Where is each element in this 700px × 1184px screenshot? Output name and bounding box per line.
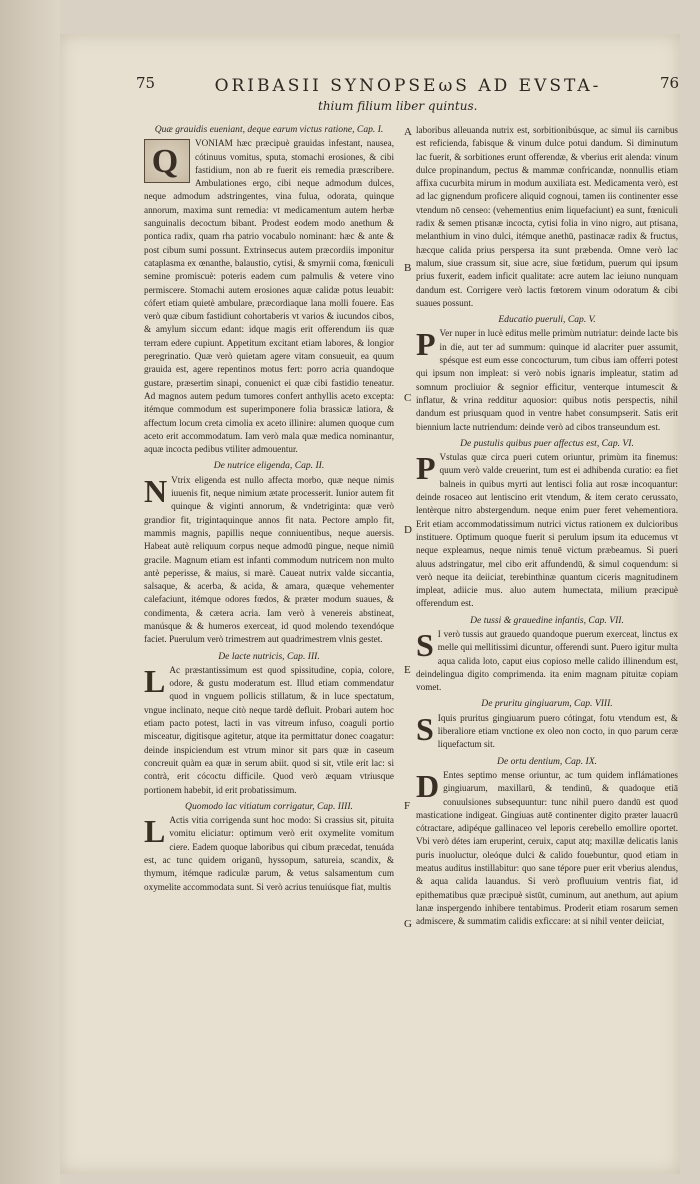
paragraph-text: laboribus alleuanda nutrix est, sorbitionibúsque, ac simul iis carnibus est reficienda, fabisque & vinum dulce potui dandum. Si diminutum lac fuerit, & sorbitiones erunt offerendæ, & vberius erit alenda: vinum dulce propinandum, pectus & mammæ confricandæ, nonnullis etiam affixa cucurbita mirum in modum auxiliata est. Medicamenta verò, est ad lac gignendum proficere aliquid cognoui, tamen iis continenter esse vtendum nō censeo: (vehementius enim liquefaciunt) ea sunt, fœniculi radix & semen ptisanæ incocta, cytisi folia in vino nigro, aut ptisana, melanthium in vino dulci, itémque anethū, pastinacæ radix & fructus, hæcque calida prius perspersa ita sunt præbenda. Omne verò lac malum, siue crassum sit, siue acre, siue fœtidum, puerum qui ipsum prius fuxerit, eadem inficit qualitate: acre autem lac ieiuno nunquam dandum est. Corrigere verò lactis fœtorem vinum odoratum & cibi suaues possunt. xyxy=(416,125,678,308)
paragraph-text: Ac præstantissimum est quod spissitudine, copia, colore, odore, & gustu moderatum est. Illud etiam commendatur quod in vnguem pollicis stillatum, & in luce spectatum, vngue inclinato, neque citò neque tardè defluit. Probari autem hoc etiam pacto potest, lacti in vas vitreum infuso, coaguli portio misceatur, digitisque agitetur, atque ita permittatur donec coagatur: deinde inspiciendum est vtrum minor sit pars quæ in caseum concreuit quàm ea quæ in serum abiit. quod si sit, vtile erit lac: si contrà, erit cócoctu difficile. Quod verò æquam vtriusque portionem habebit, id erit probatissimum. xyxy=(144,664,394,795)
page-number-right: 76 xyxy=(660,74,680,92)
paragraph-text: Iquis pruritus gingiuarum puero cótingat, fotu vtendum est, & liberaliore etiam vnctione ex oleo non cocto, in quo parum ceræ liquefactum sit. xyxy=(437,712,678,750)
left-text-column xyxy=(144,120,394,896)
initial-capital: S xyxy=(416,626,434,663)
initial-capital: P xyxy=(416,326,436,363)
chapter-heading: De pruritu gingiuarum, Cap. VIII. xyxy=(481,698,613,710)
paragraph xyxy=(416,451,678,611)
chapter-heading: Quomodo lac vitiatum corrigatur, Cap. IIII. xyxy=(185,800,353,812)
paragraph-text: Actis vitia corrigenda sunt hoc modo: Si crassius sit, pituita vomitu eliciatur: optimum verò erit oxymelite vomitum ciere. Eadem quoque laboribus qui cibum præcedat, tenuáda est, ac tunc quidem origanū, hyssopum, satureia, scandix, & thymum, itémque radiculæ parum, & vetus salsamentum cum oxymelite accommodata sunt. Si verò acrius tenuiúsque fiat, multis xyxy=(144,815,394,892)
initial-capital: L xyxy=(144,813,166,850)
paragraph xyxy=(416,769,678,929)
initial-capital: S xyxy=(416,710,434,747)
binding-gutter xyxy=(0,0,60,1184)
margin-letter-c: C xyxy=(404,392,412,404)
initial-capital: L xyxy=(144,662,166,699)
paragraph xyxy=(416,124,678,310)
paragraph xyxy=(416,327,678,433)
chapter-heading: De lacte nutricis, Cap. III. xyxy=(218,650,320,662)
chapter-heading: De ortu dentium, Cap. IX. xyxy=(497,755,597,767)
chapter-heading: De tussi & grauedine infantis, Cap. VII. xyxy=(470,614,624,626)
paragraph-text: Ver nuper in lucè editus melle primùm nutriatur: deinde lacte bis in die, aut ter ad summum: quinque id alacriter puer assumit, spésque est eum esse concocturum, tum cibus iam offerri potest qui ipsum non impleat: si verò nobis ignaris impleatur, statim ad somnum procliuior & segnior efficitur, venterque intumescit & inflatur, & vrina redditur aquosior: quibus notis perspectis, nihil dandum est priusquam quod in ventre habet consumpserit. Satis erit biennium lacte nutriendum: deinde verò ad cibos transeundum est. xyxy=(416,328,678,432)
paragraph xyxy=(144,664,394,797)
paragraph-text: Vtrix eligenda est nullo affecta morbo, quæ neque nimis iuuenis fit, neque nimium ætate processerit. Iunior autem fit quinque & viginti annorum, & vndetriginta: quæ verò grandior fit, trigintaquinque annos fit nata. Pectore amplo fit, mammis magnis, papillis neque conniuentibus, neque auersis. Habeat autè reliquum corpus neque admodū pingue, neque nimiū gracile. Magnum etiam est infanti commodum nutricem non multo antè peperisse, & maius, si marè. Caueat nutrix valde siccantia, salsaque, & acerba, & acida, & amara, quæque vehementer calefaciunt, itémque odores fœdos, & præter modum suaues, & condimenta, & cætera acria. Iam verò à venereis abstineat, manúsque & & humeros exerceat, id quod molendo texendóque faciet. Puerulum verò trimestrem aut quadrimestrem vlnis gestet. xyxy=(144,474,394,645)
right-text-column xyxy=(416,124,678,931)
margin-letter-g: G xyxy=(404,918,412,930)
initial-capital: N xyxy=(144,472,168,509)
paragraph-text: VONIAM hæc præcipuè grauidas infestant, nausea, cótinuus vomitus, sputa, stomachi erosiones, & cibi fastidium, non ab re fuerit eis remedia præscribere. Ambulationes ergo, cibi neque admodum dulces, neque admodum adstringentes, vina fulua, odorata, quinque annorum, maxima sunt remedia: vt medicamentum autem herbæ sanguinalis decoctum bibant. Prodest eodem modo anethum & pontica radix, quam rha patrio vocabulo nominant: hæc & ante & post cibum sumi possunt. Extrinsecus autem præcordiis imponitur cataplasma ex œnanthe, balaustio, cytisi, & smyrnii coma, fœniculi semine promiscuè: poteris eadem cum palmulis & vetere vino permiscere. Stomachi autem erosiones aquæ calidæ potus leuabit: cófert etiam quietè ambulare, præcordiaque lana molli fouere. Eas verò quæ cibum fastidiunt cohortaberis vt varios & iucundos cibos, & amylum siccum edant: idque magis erit offerendum iis quæ terram edere cupiunt. Appetitum excitant etiam labores, & longior peregrinatio. Quæ verò quietam agere vitam consueuit, ea quum grauida est, agere repentinos motus fert: porro acria quandoque gustare, præsertim sinapi, conuenict ei quæ cibi fastidio teneatur. Ad magnos autem pedum tumores confert anthyllis aceto excepta: itémque commodum est superimponere folia brassicæ latiora, & affectum locum creta cimolia ex aceto illinire: alumen quoque cum aceto erit accommodatum. Iam verò mala quæ medica nominantur, aquæ incocta pedibus vtiliter admouentur. xyxy=(144,138,394,455)
paragraph xyxy=(416,628,678,694)
margin-letter-a: A xyxy=(404,126,412,138)
paragraph xyxy=(144,137,394,456)
margin-letter-b: B xyxy=(404,262,412,274)
paragraph xyxy=(144,474,394,647)
initial-capital: Q xyxy=(144,139,190,183)
margin-letter-f: F xyxy=(404,800,411,812)
initial-capital: D xyxy=(416,767,440,804)
paragraph-text: I verò tussis aut grauedo quandoque puerum exerceat, linctus ex melle qui mellitissimi dicuntur, offerendi sunt. Puero igitur multa aqua calida loto, caput eius copioso melle calido illinendum est, deindelingua digito comprimenda. ita enim magnam pituitæ copiam vomet. xyxy=(416,628,678,693)
running-subhead: thium filium liber quintus. xyxy=(318,99,478,113)
chapter-heading: Quæ grauidis eueniant, deque earum victus ratione, Cap. I. xyxy=(154,124,384,135)
chapter-heading: De nutrice eligenda, Cap. II. xyxy=(213,460,325,472)
running-head: ORIBASII SYNOPSEωS AD EVSTA- xyxy=(214,76,602,96)
initial-capital: P xyxy=(416,450,436,487)
chapter-heading: De pustulis quibus puer affectus est, Cap. VI. xyxy=(460,437,634,449)
paragraph-text: Entes septimo mense oriuntur, ac tum quidem inflámationes gingiuarum, maxillarū, & tendinū, & quadoque etiā conuulsiones subsequuntur: tunc nihil puero dandū est quod masticatione indigeat. Gingiuas autē continenter digito præter lauacrū cótractare, adipéque gallinaceo vel leporis cerebello emollire oportet. Vbi verò détes iam eruperint, ceruix, caput atq; maxillæ delicatis lanis puris inuoluctur, oleóque dulci & calido fouebuntur, quod etiam in meatus auditus instillabitur: quo sane tépore puer erit vberius alendus, & aqua calida lauandus. Si verò profluuium ventris fiat, id epithematibus quæ præcipuè sistūt, cuminum, aut anethum, aut apium lanæ inspergendo inhibere tentabimus. Proderit etiam rosarum semen admiscere, & summatim calidis exficcare: at si nihil venter deiiciat, xyxy=(416,769,678,927)
chapter-heading: Educatio pueruli, Cap. V. xyxy=(498,314,596,326)
margin-letter-e: E xyxy=(404,664,411,676)
page-number-left: 75 xyxy=(136,74,156,92)
margin-letter-d: D xyxy=(404,524,412,536)
paragraph xyxy=(416,712,678,752)
paragraph-text: Vstulas quæ circa pueri cutem oriuntur, primùm ita finemus: quum verò valde creuerint, tum est ei adhibenda curatio: ea fiet balneis in quibus myrti aut lentisci folia aut rosæ incoquantur: deinde rosaceo aut lentiscino erit vtendum, & item cerato cerussato, lentèrque nitro abstergendum. neque enim puer feret vehementiora. Erit etiam accommodatissimum nutrici victus rationem ex dulcioribus instituere. Optimum quoque fuerit si perulum ipsum ita educemus vt neque expleamus, neque nimis tenuē victum præbeamus. Si pueri aluus adstringatur, mel cibo erit affundendū, & simul coquendum: si verò neque ita deiiciat, terebinthinæ quantum ciceris magnitudinem impleat, adiicie mus. aluo autem humectata, milium præcipuè offerendum est. xyxy=(416,452,678,609)
paragraph xyxy=(144,814,394,894)
